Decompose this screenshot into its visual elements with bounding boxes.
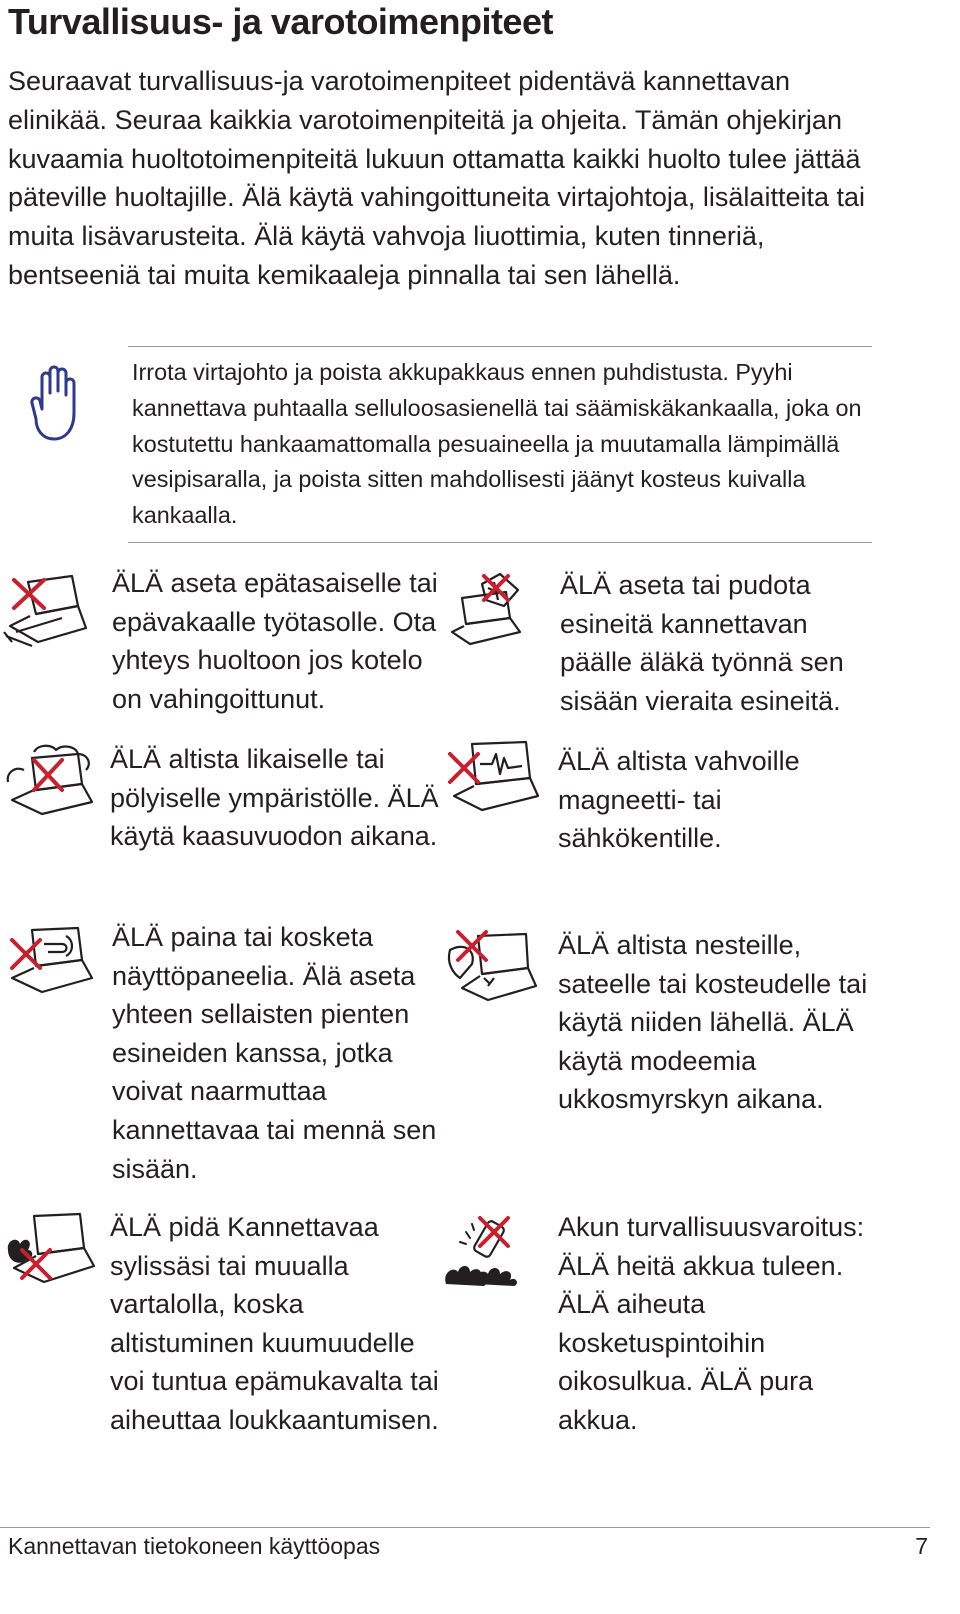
raised-hand-icon xyxy=(28,363,84,447)
warning-right-2: ÄLÄ altista vahvoille magneetti- tai sähkökentille. xyxy=(558,746,800,854)
uneven-surface-icon xyxy=(2,572,98,648)
magnetic-field-icon xyxy=(446,740,542,816)
page-title: Turvallisuus- ja varotoimenpiteet xyxy=(8,1,553,42)
footer-divider xyxy=(0,1527,930,1528)
note-top-divider xyxy=(128,346,872,347)
note-bottom-divider xyxy=(128,542,872,543)
warning-right-4: Akun turvallisuusvaroitus: ÄLÄ heitä akkua tuleen. ÄLÄ aiheuta kosketuspintoihin oikosulkua. ÄLÄ pura akkua. xyxy=(558,1212,865,1435)
warning-left-1: ÄLÄ aseta epätasaiselle tai epävakaalle työtasolle. Ota yhteys huoltoon jos kotelo on vahingoittunut. xyxy=(112,568,438,714)
intro-paragraph: Seuraavat turvallisuus-ja varotoimenpiteet pidentävä kannettavan elinikää. Seuraa kaikkia varotoimenpiteitä ja ohjeita. Tämän ohjekirjan kuvaamia huoltotoimenpiteitä lukuun ottamatta kaikki huolto tulee jättää päteville huoltajille. Älä käytä vahingoittuneita virtajohtoja, lisälaitteita tai muita lisävarusteita. Älä käytä vahvoja liuottimia, kuten tinneriä, bentseeniä tai muita kemikaaleja pinnalla tai sen lähellä. xyxy=(8,66,865,290)
footer-title: Kannettavan tietokoneen käyttöopas xyxy=(8,1533,381,1559)
warning-right-1: ÄLÄ aseta tai pudota esineitä kannettavan päälle äläkä työnnä sen sisään vieraita esineitä. xyxy=(560,570,844,716)
dust-icon xyxy=(4,742,100,818)
liquid-icon xyxy=(444,928,540,1004)
warning-left-4: ÄLÄ pidä Kannettavaa sylissäsi tai muualla vartalolla, koska altistuminen kuumuudelle voi tuntua epämukavalta tai aiheuttaa loukkaantumisen. xyxy=(110,1212,439,1435)
falling-objects-icon xyxy=(448,570,544,646)
lap-heat-icon xyxy=(4,1210,100,1286)
warning-left-2: ÄLÄ altista likaiselle tai pölyiselle ympäristölle. ÄLÄ käytä kaasuvuodon aikana. xyxy=(110,744,439,852)
touch-screen-icon xyxy=(4,924,100,1000)
note-text: Irrota virtajohto ja poista akkupakkaus ennen puhdistusta. Pyyhi kannettava puhtaalla selluloosasienellä tai säämiskäkankaalla, joka on kostutettu hankaamattomalla pesuaineella ja muutamalla lämpimällä vesipisaralla, ja poista sitten mahdollisesti jäänyt kosteus kuivalla kankaalla. xyxy=(132,359,862,529)
warning-right-3: ÄLÄ altista nesteille, sateelle tai kosteudelle tai käytä niiden lähellä. ÄLÄ käytä modeemia ukkosmyrskyn aikana. xyxy=(558,930,868,1115)
battery-fire-icon xyxy=(440,1212,536,1288)
page-number: 7 xyxy=(915,1533,928,1559)
warning-left-3: ÄLÄ paina tai kosketa näyttöpaneelia. Älä aseta yhteen sellaisten pienten esineiden kanssa, jotka voivat naarmuttaa kannettavaa tai mennä sen sisään. xyxy=(112,922,437,1184)
